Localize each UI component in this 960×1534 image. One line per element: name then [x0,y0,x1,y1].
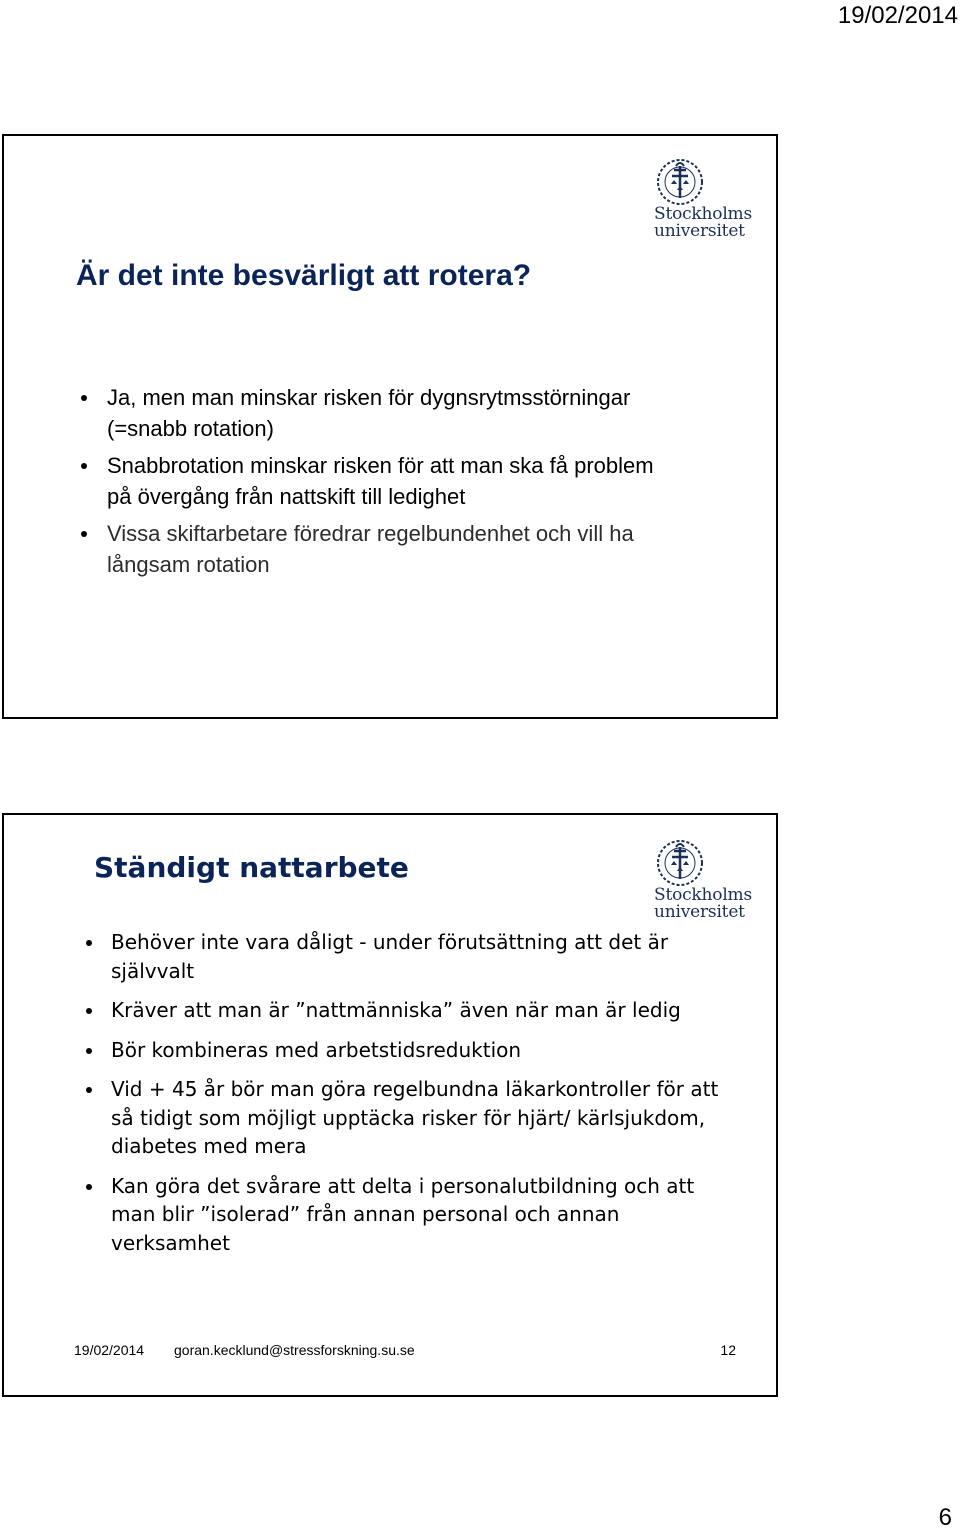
slide-1 [2,134,778,719]
footer-date: 19/02/2014 [74,1342,145,1358]
slide-1-title: Är det inte besvärligt att rotera? [76,259,532,292]
slide-2-bullet-list [82,928,732,1268]
slide-2-bullet: Kan göra det svårare att delta i personalutbildning och att man blir ”isolerad” från annan personal och annan verksamhet [82,1172,732,1258]
slide-2-bullet: Vid + 45 år bör man göra regelbundna läkarkontroller för att så tidigt som möjligt upptäcka risker för hjärt/ kärlsjukdom, diabetes med mera [82,1075,732,1161]
footer-slide-number: 12 [720,1342,736,1358]
slide-1-bullet: Vissa skiftarbetare föredrar regelbundenhet och vill ha långsam rotation [74,518,674,580]
slide-2-bullet: Bör kombineras med arbetstidsreduktion [82,1036,732,1065]
slide-2-title: Ständigt nattarbete [94,851,409,884]
university-logo [650,156,760,266]
slide-1-bullet: Snabbrotation minskar risken för att man ska få problem på övergång från nattskift till ledighet [74,450,674,512]
university-seal-icon [650,156,760,208]
slide-2 [2,813,778,1397]
logo-line-1: Stockholms [654,204,752,224]
university-seal-icon [650,837,760,889]
slide-2-bullet: Behöver inte vara dåligt - under förutsättning att det är självvalt [82,928,732,985]
slide-1-bullet: Ja, men man minskar risken för dygnsrytmsstörningar (=snabb rotation) [74,382,674,444]
footer-email: goran.kecklund@stressforskning.su.se [174,1342,415,1358]
page-date: 19/02/2014 [837,2,958,29]
logo-line-2: universitet [654,221,745,241]
logo-line-2: universitet [654,902,745,922]
slide-2-bullet: Kräver att man är ”nattmänniska” även när man är ledig [82,996,732,1025]
page-number: 6 [938,1504,952,1531]
slide-1-bullet-list [74,382,674,586]
logo-line-1: Stockholms [654,885,752,905]
